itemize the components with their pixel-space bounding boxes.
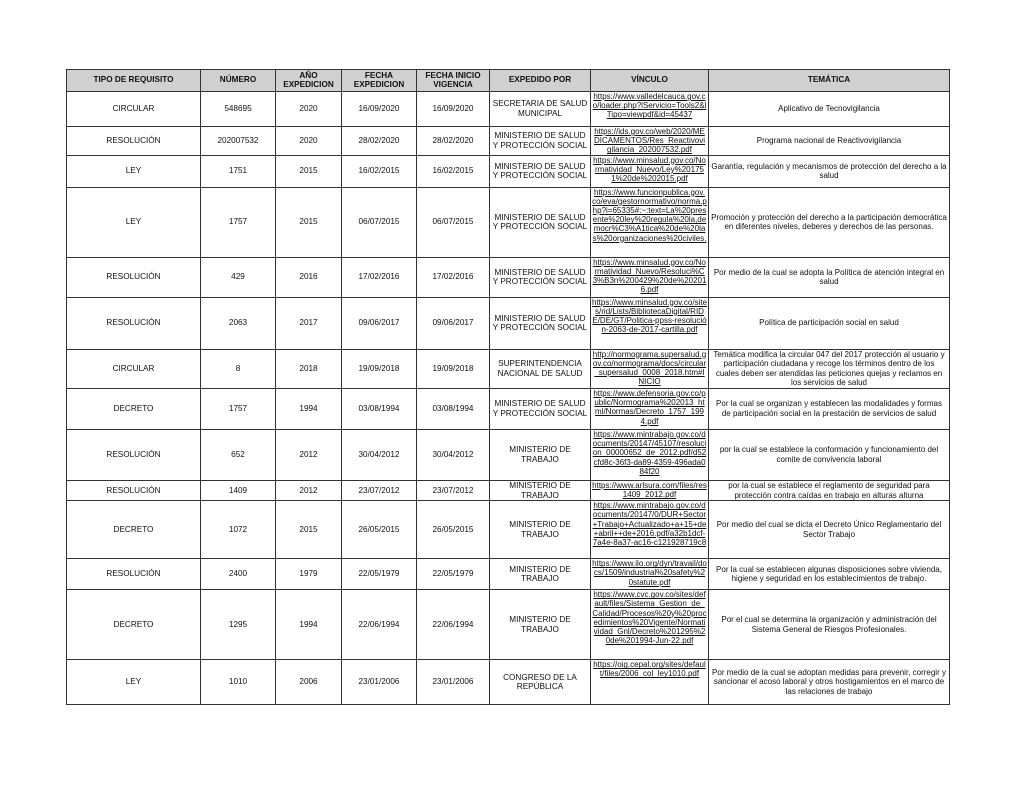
anio-cell: 1979 (276, 559, 342, 590)
anio-cell: 2018 (276, 349, 342, 388)
tipo-cell: RESOLUCIÓN (67, 257, 201, 297)
tematica-cell: Temática modifica la circular 047 del 2017 protección al usuario y participación ciudadana y recoge los términos dentro de los cuales deben ser atendidas las peticiones quejas y reclamos en los servicios de salud (709, 349, 950, 388)
vinculo-link[interactable]: https://www.mintrabajo.gov.co/documents/20147/45107/resolucion_00000652_de_2012.pdf/d52cfd8c-36f3-da89-4359-496ada084f20 (591, 429, 709, 480)
fecha-expedicion-cell: 16/09/2020 (342, 92, 417, 127)
fecha-vigencia-cell: 16/02/2015 (417, 155, 490, 187)
anio-cell: 2020 (276, 92, 342, 127)
vinculo-link[interactable]: https://www.minsalud.gov.co/sites/rid/Lists/BibliotecaDigital/RIDE/DE/GT/Politica-ppss-resolución-2063-de-2017-cartilla.pdf (591, 297, 709, 349)
fecha-expedicion-cell: 03/08/1994 (342, 388, 417, 429)
tematica-cell: Por medio del cual se dicta el Decreto Único Reglamentario del Sector Trabajo (709, 501, 950, 559)
tipo-cell: DECRETO (67, 501, 201, 559)
fecha-expedicion-cell: 19/09/2018 (342, 349, 417, 388)
numero-cell: 1757 (201, 388, 276, 429)
requirements-table (66, 69, 950, 705)
fecha-vigencia-cell: 22/05/1979 (417, 559, 490, 590)
header-vinculo: VÍNCULO (591, 70, 709, 92)
fecha-vigencia-cell: 03/08/1994 (417, 388, 490, 429)
expedido-por-cell: MINISTERIO DE TRABAJO (490, 501, 591, 559)
table-body (67, 92, 950, 705)
vinculo-link[interactable]: https://www.funcionpublica.gov.co/eva/gestornormativo/norma.php?i=65335#:~:text=La%20presente%20ley%20regula%20la,democr%C3%A1tica%20de%20las%20organizaciones%20civiles. (591, 187, 709, 257)
expedido-por-cell: MINISTERIO DE SALUD Y PROTECCIÓN SOCIAL (490, 187, 591, 257)
anio-cell: 2015 (276, 501, 342, 559)
numero-cell: 1010 (201, 660, 276, 705)
expedido-por-cell: MINISTERIO DE TRABAJO (490, 590, 591, 660)
numero-cell: 429 (201, 257, 276, 297)
table-row (67, 92, 950, 127)
tematica-cell: Aplicativo de Tecnovigilancia (709, 92, 950, 127)
expedido-por-cell: MINISTERIO DE SALUD Y PROTECCIÓN SOCIAL (490, 388, 591, 429)
expedido-por-cell: MINISTERIO DE TRABAJO (490, 480, 591, 500)
numero-cell: 1295 (201, 590, 276, 660)
fecha-expedicion-cell: 17/02/2016 (342, 257, 417, 297)
table-row (67, 501, 950, 559)
tipo-cell: LEY (67, 155, 201, 187)
header-row (67, 70, 950, 92)
numero-cell: 652 (201, 429, 276, 480)
expedido-por-cell: MINISTERIO DE SALUD Y PROTECCIÓN SOCIAL (490, 127, 591, 156)
tematica-cell: Por la cual se organizan y establecen las modalidades y formas de participación social en la prestación de servicios de salud (709, 388, 950, 429)
vinculo-link[interactable]: http://normograma.supersalud.gov.co/normograma/docs/circular_supersalud_0008_2018.htm#INICIO (591, 349, 709, 388)
anio-cell: 1994 (276, 590, 342, 660)
header-expedido-por: EXPEDIDO POR (490, 70, 591, 92)
table-row (67, 480, 950, 500)
vinculo-link[interactable]: https://www.minsalud.gov.co/Normatividad_Nuevo/Ley%201751%20de%202015.pdf (591, 155, 709, 187)
table-row (67, 127, 950, 156)
numero-cell: 548695 (201, 92, 276, 127)
expedido-por-cell: SUPERINTENDENCIA NACIONAL DE SALUD (490, 349, 591, 388)
tipo-cell: RESOLUCIÓN (67, 297, 201, 349)
fecha-vigencia-cell: 23/07/2012 (417, 480, 490, 500)
anio-cell: 2012 (276, 429, 342, 480)
vinculo-link[interactable]: https://www.ilo.org/dyn/travail/docs/1509/industrial%20safety%20statute.pdf (591, 559, 709, 590)
tematica-cell: Por el cual se determina la organización y administración del Sistema General de Riesgos Profesionales. (709, 590, 950, 660)
table-row (67, 257, 950, 297)
tipo-cell: CIRCULAR (67, 92, 201, 127)
fecha-vigencia-cell: 09/06/2017 (417, 297, 490, 349)
fecha-vigencia-cell: 06/07/2015 (417, 187, 490, 257)
table-row (67, 155, 950, 187)
tipo-cell: LEY (67, 187, 201, 257)
vinculo-link[interactable]: https://www.arlsura.com/files/res1409_2012.pdf (592, 480, 707, 500)
fecha-expedicion-cell: 22/05/1979 (342, 559, 417, 590)
header-numero: NÚMERO (201, 70, 276, 92)
tipo-cell: RESOLUCIÓN (67, 480, 201, 500)
tematica-cell: Por medio de la cual se adopta la Política de atención integral en salud (709, 257, 950, 297)
vinculo-link[interactable]: https://www.cvc.gov.co/sites/default/files/Sistema_Gestion_de_Calidad/Procesos%20y%20procedimientos%20Vigente/Normatividad_Gnl/Decreto%201295%20de%201994-Jun-22.pdf (591, 590, 709, 660)
fecha-expedicion-cell: 23/01/2006 (342, 660, 417, 705)
numero-cell: 202007532 (201, 127, 276, 156)
table-row (67, 429, 950, 480)
tipo-cell: CIRCULAR (67, 349, 201, 388)
header-tematica: TEMÁTICA (709, 70, 950, 92)
vinculo-link[interactable]: https://ids.gov.co/web/2020/MEDICAMENTOS/Res_Reactivovigilancia_202007532.pdf (591, 127, 709, 156)
expedido-por-cell: MINISTERIO DE TRABAJO (490, 429, 591, 480)
tematica-cell: por la cual se establece el reglamento de seguridad para protección contra caídas en trabajo en alturas alturna (709, 480, 950, 500)
numero-cell: 2063 (201, 297, 276, 349)
table-row (67, 559, 950, 590)
anio-cell: 2020 (276, 127, 342, 156)
table-row (67, 388, 950, 429)
tipo-cell: RESOLUCIÓN (67, 429, 201, 480)
table-row (67, 349, 950, 388)
tipo-cell: DECRETO (67, 388, 201, 429)
tipo-cell: LEY (67, 660, 201, 705)
expedido-por-cell: CONGRESO DE LA REPÚBLICA (490, 660, 591, 705)
expedido-por-cell: SECRETARIA DE SALUD MUNICIPAL (490, 92, 591, 127)
tipo-cell: DECRETO (67, 590, 201, 660)
tematica-cell: Programa nacional de Reactivovigilancia (709, 127, 950, 156)
header-fecha-vigencia: FECHA INICIO VIGENCIA (417, 70, 490, 92)
fecha-vigencia-cell: 19/09/2018 (417, 349, 490, 388)
anio-cell: 2015 (276, 155, 342, 187)
header-tipo: TIPO DE REQUISITO (67, 70, 201, 92)
anio-cell: 2017 (276, 297, 342, 349)
vinculo-link[interactable]: https://www.minsalud.gov.co/Normatividad_Nuevo/Resoluci%C3%B3n%200429%20de%202016.pdf (591, 257, 709, 297)
fecha-expedicion-cell: 06/07/2015 (342, 187, 417, 257)
anio-cell: 2016 (276, 257, 342, 297)
tematica-cell: Garantía, regulación y mecanismos de protección del derecho a la salud (709, 155, 950, 187)
anio-cell: 2015 (276, 187, 342, 257)
header-fecha-expedicion: FECHA EXPEDICION (342, 70, 417, 92)
vinculo-link[interactable]: https://www.mintrabajo.gov.co/documents/20147/0/DUR+Sector+Trabajo+Actualizado+a+15+de+abril++de+2016.pdf/a32b1dcf-7a4e-8a37-ac16-c121928719c8 (591, 501, 709, 559)
fecha-vigencia-cell: 22/06/1994 (417, 590, 490, 660)
table-row (67, 297, 950, 349)
fecha-expedicion-cell: 30/04/2012 (342, 429, 417, 480)
vinculo-link[interactable]: https://oig.cepal.org/sites/default/files/2006_col_ley1010.pdf (591, 660, 709, 705)
numero-cell: 1757 (201, 187, 276, 257)
fecha-vigencia-cell: 17/02/2016 (417, 257, 490, 297)
fecha-vigencia-cell: 16/09/2020 (417, 92, 490, 127)
fecha-vigencia-cell: 23/01/2006 (417, 660, 490, 705)
table-row (67, 660, 950, 705)
table-row (67, 590, 950, 660)
numero-cell: 1751 (201, 155, 276, 187)
anio-cell: 1994 (276, 388, 342, 429)
fecha-expedicion-cell: 28/02/2020 (342, 127, 417, 156)
tematica-cell: Por medio de la cual se adoptan medidas para prevenir, corregir y sancionar el acoso laboral y otros hostigamientos en el marco de las relaciones de trabajo (709, 660, 950, 705)
fecha-expedicion-cell: 23/07/2012 (342, 480, 417, 500)
fecha-expedicion-cell: 22/06/1994 (342, 590, 417, 660)
numero-cell: 1072 (201, 501, 276, 559)
table-row (67, 187, 950, 257)
anio-cell: 2006 (276, 660, 342, 705)
expedido-por-cell: MINISTERIO DE TRABAJO (490, 559, 591, 590)
tematica-cell: por la cual se establece la conformación y funcionamiento del comite de convivencia laboral (709, 429, 950, 480)
expedido-por-cell: MINISTERIO DE SALUD Y PROTECCIÓN SOCIAL (490, 257, 591, 297)
anio-cell: 2012 (276, 480, 342, 500)
tematica-cell: Política de participación social en salud (709, 297, 950, 349)
tematica-cell: Promoción y protección del derecho a la participación democrática en diferentes niveles, deberes y derechos de las personas. (709, 187, 950, 257)
header-anio: AÑO EXPEDICION (276, 70, 342, 92)
numero-cell: 8 (201, 349, 276, 388)
vinculo-link[interactable]: https://www.valledelcauca.gov.co/loader.php?lServicio=Tools2&lTipo=viewpdf&id=45437 (591, 92, 709, 127)
numero-cell: 2400 (201, 559, 276, 590)
fecha-expedicion-cell: 16/02/2015 (342, 155, 417, 187)
tipo-cell: RESOLUCIÓN (67, 559, 201, 590)
tematica-cell: Por la cual se establecen algunas disposiciones sobre vivienda, higiene y seguridad en los establecimientos de trabajo. (709, 559, 950, 590)
vinculo-link[interactable]: https://www.defensoria.gov.co/public/Normograma%202013_html/Normas/Decreto_1757_1994.pdf (591, 388, 709, 429)
fecha-vigencia-cell: 28/02/2020 (417, 127, 490, 156)
fecha-vigencia-cell: 26/05/2015 (417, 501, 490, 559)
expedido-por-cell: MINISTERIO DE SALUD Y PROTECCIÓN SOCIAL (490, 155, 591, 187)
fecha-expedicion-cell: 09/06/2017 (342, 297, 417, 349)
fecha-expedicion-cell: 26/05/2015 (342, 501, 417, 559)
numero-cell: 1409 (201, 480, 276, 500)
tipo-cell: RESOLUCIÓN (67, 127, 201, 156)
expedido-por-cell: MINISTERIO DE SALUD Y PROTECCIÓN SOCIAL (490, 297, 591, 349)
fecha-vigencia-cell: 30/04/2012 (417, 429, 490, 480)
